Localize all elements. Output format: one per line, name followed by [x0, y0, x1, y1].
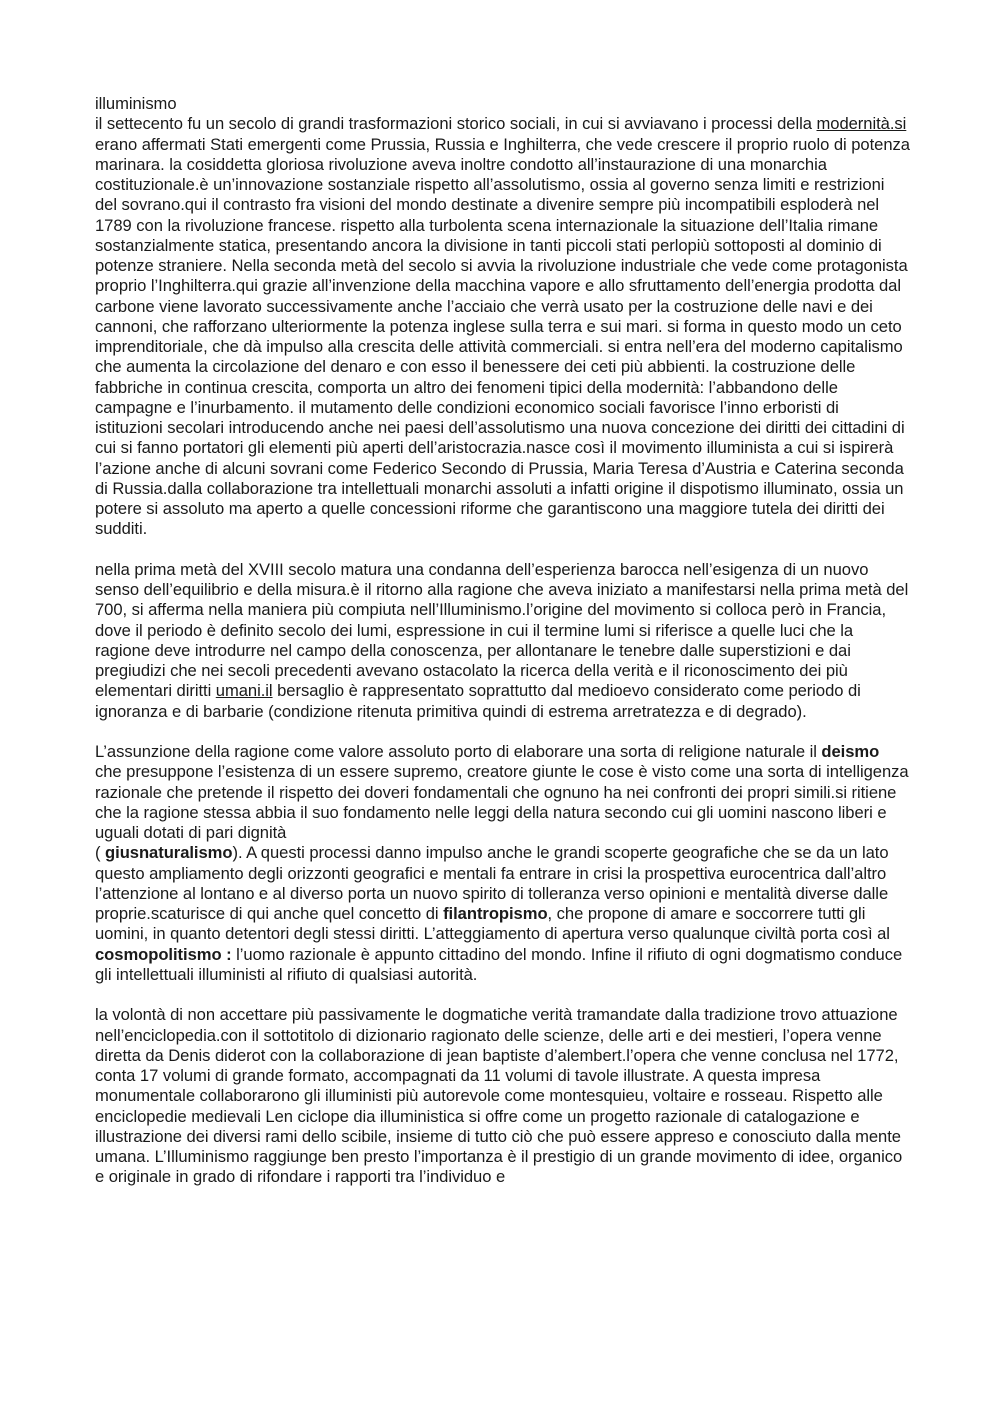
paragraph-3-text-b: che presuppone l’esistenza di un essere supremo, creatore giunte le cose è visto come una sorta di intelligenza razionale che pretende il rispetto dei doveri fondamentali che ognuno ha nei confronti dei propri simili.si ritiene che la ragione stessa abbia il suo fondamento nelle leggi della natura secondo cui gli uomini nascono liberi e uguali dotati di pari dignità [95, 762, 909, 842]
paragraph-3-text-c: ( [95, 843, 106, 863]
paragraph-1-text-a: il settecento fu un secolo di grandi trasformazioni storico sociali, in cui si avviavano i processi della [95, 114, 817, 134]
term-cosmopolitismo: cosmopolitismo : [95, 944, 232, 964]
paragraph-3-text-f: l’uomo razionale è appunto cittadino del mondo. Infine il rifiuto di ogni dogmatismo conduce gli intellettuali illuministi al rifiuto di qualsiasi autorità. [95, 944, 903, 984]
term-giusnaturalismo: giusnaturalismo [105, 843, 233, 863]
paragraph-1 [95, 114, 910, 539]
modernita-link[interactable]: modernità.si [816, 114, 907, 134]
term-filantropismo: filantropismo [443, 904, 548, 923]
document-page [95, 94, 910, 1188]
paragraph-2-text-b: bersaglio è rappresentato soprattutto dal medioevo considerato come periodo di ignoranza e di barbarie (condizione ritenuta primitiva quindi di estrema arretratezza e di degrado). [95, 681, 861, 721]
document-title: illuminismo [95, 94, 177, 113]
paragraph-3-text-d: ). A questi processi danno impulso anche le grandi scoperte geografiche che se da un lato questo ampliamento degli orizzonti geografici e mentali fa entrare in crisi la prospettiva eurocentrica dall’altro l’attenzione al lontano e al diverso porta un nuovo spirito di tolleranza verso opinioni e mentalità diverse dalle proprie.scaturisce di qui anche quel concetto di [95, 843, 889, 923]
paragraph-3-text-a: L’assunzione della ragione come valore assoluto porto di elaborare una sorta di religione naturale il [95, 742, 822, 761]
paragraph-2-text-a: nella prima metà del XVIII secolo matura una condanna dell’esperienza barocca nell’esigenza di un nuovo senso dell’equilibrio e della misura.è il ritorno alla ragione che aveva iniziato a manifestarsi nella prima metà del 700, si afferma nella maniera più compiuta nell’Illuminismo.l’origine del movimento si colloca però in Francia, dove il periodo è definito secolo dei lumi, espressione in cui il termine lumi si riferisce a quelle luci che la ragione deve introdurre nel campo della conoscenza, per allontanare le tenebre dalle superstizioni e dai pregiudizi che nei secoli precedenti avevano ostacolato la ricerca della verità e il riconoscimento dei più elementari diritti [95, 559, 909, 701]
paragraph-spacer [95, 722, 910, 742]
paragraph-1-text-b: erano affermati Stati emergenti come Prussia, Russia e Inghilterra, che vede crescere il proprio ruolo di potenza marinara. la cosiddetta gloriosa rivoluzione aveva inoltre condotto all’instaurazione di una monarchia costituzionale.è un’innovazione sostanziale rispetto all’assolutismo, ossia al governo senza limiti e restrizioni del sovrano.qui il contrasto fra visioni del mondo destinate a divenire sempre più incompatibili esploderà nel 1789 con la rivoluzione francese. rispetto alla turbolenta scena internazionale la situazione dell’Italia rimane sostanzialmente statica, presentando ancora la divisione in tanti piccoli stati perlopiù sottoposti al dominio di potenze straniere. Nella seconda metà del secolo si avvia la rivoluzione industriale che vede come protagonista proprio l’Inghilterra.qui grazie all’invenzione della macchina vapore e allo sfruttamento dell’energia prodotta dal carbone viene lavorato successivamente anche l’acciaio che verrà usato per la costruzione delle navi e dei cannoni, che rafforzano ulteriormente la potenza inglese sulla terra e sui mari. si forma in questo modo un ceto imprenditoriale, che dà impulso alla crescita delle attività commerciali. si entra nell’era del moderno capitalismo che aumenta la circolazione del denaro e con esso il benessere dei ceti più abbienti. la costruzione delle fabbriche in continua crescita, comporta un altro dei fenomeni tipici della modernità: l’abbandono delle campagne e l’inurbamento. il mutamento delle condizioni economico sociali favorisce l’inno erboristi di istituzioni secolari introducendo anche nei paesi dell’assolutismo una nuova concezione dei diritti dei cittadini di cui si fanno portatori gli elementi più aperti dell’aristocrazia.nasce così il movimento illuminista a cui si ispirerà l’azione anche di alcuni sovrani come Federico Secondo di Prussia, Maria Teresa d’Austria e Caterina seconda di Russia.dalla collaborazione tra intellettuali monarchi assoluti a infatti origine il dispotismo illuminato, ossia un potere si assoluto ma aperto a quelle concessioni riforme che garantiscono una maggiore tutela dei diritti dei sudditi. [95, 134, 910, 539]
paragraph-2 [95, 560, 910, 722]
paragraph-spacer [95, 540, 910, 560]
paragraph-3-text-e: , che propone di amare e soccorrere tutti gli uomini, in quanto detentori degli stessi diritti. L’atteggiamento di apertura verso qualunque civiltà porta così al [95, 904, 890, 944]
paragraph-4-text-a: la volontà di non accettare più passivamente le dogmatiche verità tramandate dalla tradizione trovo attuazione nell’enciclopedia.con il sottotitolo di dizionario ragionato delle scienze, delle arti e dei mestieri, l’opera venne diretta da Denis diderot con la collaborazione di jean baptiste d’alembert.l’opera che venne conclusa nel 1772, conta 17 volumi di grande formato, accompagnati da 11 volumi di tavole illustrate. A questa impresa monumentale collaborarono gli illuministi più autorevole come montesquieu, voltaire e rosseau. Rispetto alle enciclopedie medievali Len ciclope dia illuministica si offre come un progetto razionale di catalogazione e illustrazione dei diversi rami dello scibile, insieme di tutto ciò che può essere appreso e conosciuto dalla mente umana. L’Illuminismo raggiunge ben presto l’importanza è il prestigio di un grande movimento di idee, organico e originale in grado di rifondare i rapporti tra l’individuo e [95, 1005, 903, 1187]
umani-link[interactable]: umani.il [215, 681, 273, 701]
paragraph-spacer [95, 985, 910, 1005]
term-deismo: deismo [821, 742, 880, 761]
paragraph-3 [95, 742, 910, 985]
paragraph-4 [95, 1005, 910, 1187]
